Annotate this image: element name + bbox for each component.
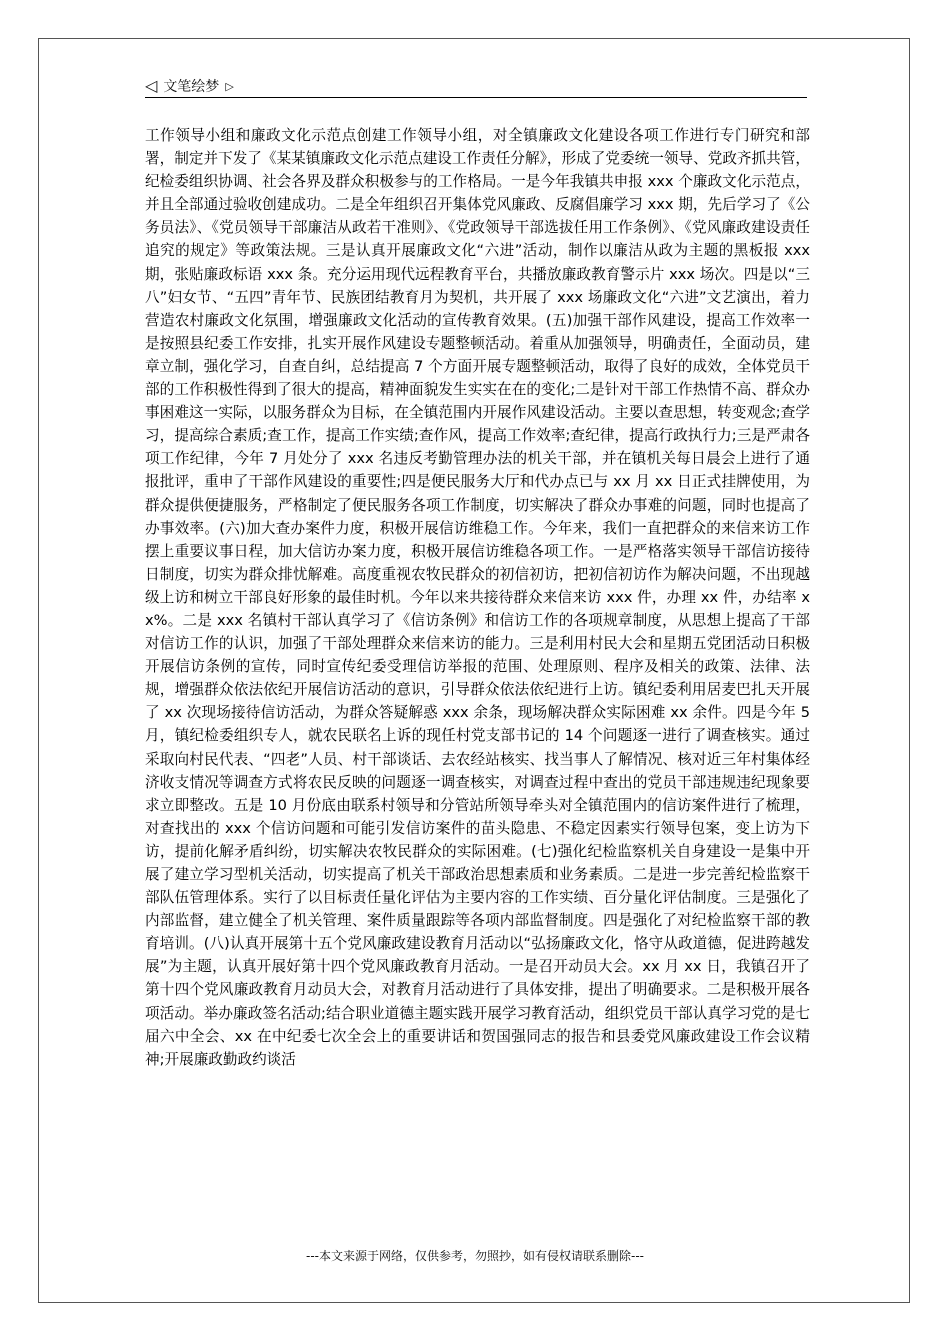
header-title: 文笔绘梦 [163, 79, 220, 95]
triangle-right-icon: ▷ [225, 79, 234, 93]
page-header [145, 74, 805, 98]
triangle-left-icon: ◁ [145, 76, 158, 95]
body-paragraph: 工作领导小组和廉政文化示范点创建工作领导小组，对全镇廉政文化建设各项工作进行专门研究和部署，制定并下发了《某某镇廉政文化示范点建设工作责任分解》，形成了党委统一领导、党政齐抓共管，纪检委组织协调、社会各界及群众积极参与的工作格局。一是今年我镇共申报 xxx 个廉政文化示范点，并且全部通过验收创建成功。二是全年组织召开集体党风廉政、反腐倡廉学习 xxx 期，先后学习了《公务员法》、《党员领导干部廉洁从政若干准则》、《党政领导干部选拔任用工作条例》、《党风廉政建设责任追究的规定》等政策法规。三是认真开展廉政文化“六进”活动，制作以廉洁从政为主题的黑板报 xxx 期，张贴廉政标语 xxx 条。充分运用现代远程教育平台，共播放廉政教育警示片 xxx 场次。四是以“三八”妇女节、“五四”青年节、民族团结教育月为契机，共开展了 xxx 场廉政文化“六进”文艺演出，着力营造农村廉政文化氛围，增强廉政文化活动的宣传教育效果。(五)加强干部作风建设，提高工作效率一是按照县纪委工作安排，扎实开展作风建设专题整顿活动。着重从加强领导，明确责任，全面动员，建章立制，强化学习，自查自纠，总结提高 7 个方面开展专题整顿活动，取得了良好的成效，全体党员干部的工作积极性得到了很大的提高，精神面貌发生实实在在的变化;二是针对干部工作热情不高、群众办事困难这一实际，以服务群众为目标，在全镇范围内开展作风建设活动。主要以查思想，转变观念;查学习，提高综合素质;查工作，提高工作实绩;查作风，提高工作效率;查纪律，提高行政执行力;三是严肃各项工作纪律，今年 7 月处分了 xxx 名违反考勤管理办法的机关干部，并在镇机关每日晨会上进行了通报批评，重申了干部作风建设的重要性;四是便民服务大厅和代办点已与 xx 月 xx 日正式挂牌使用，为群众提供便捷服务，严格制定了便民服务各项工作制度，切实解决了群众办事难的问题，同时也提高了办事效率。(六)加大查办案件力度，积极开展信访维稳工作。今年来，我们一直把群众的来信来访工作摆上重要议事日程，加大信访办案力度，积极开展信访维稳各项工作。一是严格落实领导干部信访接待日制度，切实为群众排忧解难。高度重视农牧民群众的初信初访，把初信初访作为解决问题，不出现越级上访和树立干部良好形象的最佳时机。今年以来共接待群众来信来访 xxx 件，办理 xx 件，办结率 xx%。二是 xxx 名镇村干部认真学习了《信访条例》和信访工作的各项规章制度，从思想上提高了干部对信访工作的认识，加强了干部处理群众来信来访的能力。三是利用村民大会和星期五党团活动日积极开展信访条例的宣传，同时宣传纪委受理信访举报的范围、处理原则、程序及相关的政策、法律、法规，增强群众依法依纪开展信访活动的意识，引导群众依法依纪进行上访。镇纪委利用居麦巴扎天开展了 xx 次现场接待信访活动，为群众答疑解惑 xxx 余条，现场解决群众实际困难 xx 余件。四是今年 5 月，镇纪检委组织专人，就农民联名上诉的现任村党支部书记的 14 个问题逐一进行了调查核实。通过采取向村民代表、“四老”人员、村干部谈话、去农经站核实、找当事人了解情况、核对近三年村集体经济收支情况等调查方式将农民反映的问题逐一调查核实，对调查过程中查出的党员干部违规违纪现象要求立即整改。五是 10 月份底由联系村领导和分管站所领导牵头对全镇范围内的信访案件进行了梳理，对查找出的 xxx 个信访问题和可能引发信访案件的苗头隐患、不稳定因素实行领导包案，变上访为下访，提前化解矛盾纠纷，切实解决农牧民群众的实际困难。(七)强化纪检监察机关自身建设一是集中开展了建立学习型机关活动，切实提高了机关干部政治思想素质和业务素质。二是进一步完善纪检监察干部队伍管理体系。实行了以目标责任量化评估为主要内容的工作实绩、百分量化评估制度。三是强化了内部监督，建立健全了机关管理、案件质量跟踪等各项内部监督制度。四是强化了对纪检监察干部的教育培训。(八)认真开展第十五个党风廉政建设教育月活动以“弘扬廉政文化，恪守从政道德，促进跨越发展”为主题，认真开展好第十四个党风廉政教育月活动。一是召开动员大会。xx 月 xx 日，我镇召开了第十四个党风廉政教育月动员大会，对教育月活动进行了具体安排，提出了明确要求。二是积极开展各项活动。举办廉政签名活动;结合职业道德主题实践开展学习教育活动，组织党员干部认真学习党的是七届六中全会、xx 在中纪委七次全会上的重要讲话和贺国强同志的报告和县委党风廉政建设工作会议精神;开展廉政勤政约谈活 [145, 127, 810, 1068]
header-divider [145, 97, 807, 98]
footer-disclaimer: ---本文来源于网络，仅供参考，勿照抄，如有侵权请联系删除--- [306, 1249, 644, 1263]
